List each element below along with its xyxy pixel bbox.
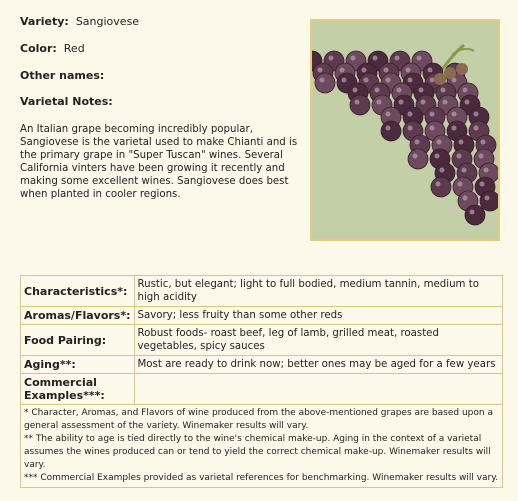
grape-highlight [459, 140, 464, 145]
grape-highlight [386, 126, 391, 131]
row-value: Most are ready to drink now; better ones may be aged for a few years [134, 356, 502, 374]
small-grape-berry [456, 63, 468, 75]
grape-highlight [419, 88, 424, 93]
grape-highlight [463, 196, 468, 201]
grape-berry [381, 121, 401, 141]
grape-highlight [465, 100, 470, 105]
grape-highlight [384, 68, 389, 73]
grape-highlight [377, 100, 382, 105]
grape-highlight [395, 56, 400, 61]
footnote: ** The ability to age is tied directly to the wine's chemical make-up. Aging in the context of a varietal assumes the wines produced can or tend to yield the correct chemical make-up. Winemaker results will vary. [24, 434, 491, 470]
grape-highlight [474, 126, 479, 131]
row-value: Rustic, but elegant; light to full bodied, medium tannin, medium to high acidity [134, 276, 502, 307]
grape-highlight [480, 182, 485, 187]
grape-berry [315, 73, 335, 93]
grape-highlight [386, 78, 391, 83]
row-value: Robust foods- roast beef, leg of lamb, grilled meat, roasted vegetables, spicy sauces [134, 325, 502, 356]
variety-value: Sangiovese [75, 15, 140, 28]
row-label: Aromas/Flavors*: [21, 307, 135, 325]
grape-highlight [430, 112, 435, 117]
grape-highlight [415, 140, 420, 145]
table-row [21, 356, 503, 374]
grape-highlight [485, 196, 490, 201]
varietal-notes-field [20, 95, 113, 108]
varietal-info-table [20, 275, 503, 488]
grape-highlight [320, 78, 325, 83]
grape-highlight [481, 140, 486, 145]
grape-highlight [428, 68, 433, 73]
grape-highlight [435, 154, 440, 159]
varietal-notes-label: Varietal Notes: [20, 95, 113, 108]
grape-highlight [329, 56, 334, 61]
footnote: * Character, Aromas, and Flavors of wine produced from the above-mentioned grapes are based upon a general assessment of the variety. Winemaker results will vary. [24, 408, 493, 431]
row-label: Aging**: [21, 356, 135, 374]
grape-highlight [351, 56, 356, 61]
grape-highlight [463, 88, 468, 93]
grape-highlight [457, 154, 462, 159]
color-label: Color: [20, 42, 57, 55]
table-row [21, 374, 503, 405]
color-field [20, 42, 85, 55]
grape-highlight [397, 88, 402, 93]
grape-highlight [479, 154, 484, 159]
row-label: Commercial Examples***: [21, 374, 135, 405]
variety-field [20, 15, 139, 28]
grape-highlight [342, 78, 347, 83]
varietal-notes-text: An Italian grape becoming incredibly popular, Sangiovese is the varietal used to make Chianti and is the primary grape in "Super Tuscan" wines. Several California vinters have been growing it recently and making some excellent wines. Sangiovese does best when planted in cooler regions. [20, 124, 298, 200]
grape-highlight [408, 78, 413, 83]
variety-label: Variety: [20, 15, 69, 28]
grape-berry [480, 191, 498, 211]
grape-highlight [386, 112, 391, 117]
row-label: Characteristics*: [21, 276, 135, 307]
small-grape-berry [434, 73, 446, 85]
table-row [21, 325, 503, 356]
grape-highlight [406, 68, 411, 73]
other-names-label: Other names: [20, 69, 105, 82]
grape-highlight [440, 168, 445, 173]
grape-highlight [399, 100, 404, 105]
footnotes-row [21, 405, 503, 488]
footnote: *** Commercial Examples provided as varietal references for benchmarking. Winemaker results will vary. [24, 473, 499, 483]
grape-berry [431, 177, 451, 197]
grape-photo [310, 19, 500, 241]
grape-highlight [484, 168, 489, 173]
grape-highlight [474, 112, 479, 117]
grape-highlight [408, 126, 413, 131]
grape-berry [465, 205, 485, 225]
table-row [21, 307, 503, 325]
other-names-field [20, 69, 104, 82]
grape-highlight [375, 88, 380, 93]
grape-highlight [353, 88, 358, 93]
grape-cluster-icon [312, 21, 498, 239]
grape-highlight [430, 78, 435, 83]
row-value: Savory; less fruity than some other reds [134, 307, 502, 325]
grape-highlight [462, 168, 467, 173]
grape-highlight [413, 154, 418, 159]
grape-highlight [421, 100, 426, 105]
grape-highlight [443, 100, 448, 105]
small-grape-berry [444, 67, 456, 79]
grape-highlight [362, 68, 367, 73]
grape-highlight [340, 68, 345, 73]
grape-highlight [364, 78, 369, 83]
grape-highlight [452, 126, 457, 131]
grape-highlight [441, 88, 446, 93]
footnotes [21, 405, 503, 488]
grape-highlight [458, 182, 463, 187]
grape-highlight [417, 56, 422, 61]
grape-highlight [437, 140, 442, 145]
grape-highlight [408, 112, 413, 117]
table-row [21, 276, 503, 307]
grape-highlight [452, 112, 457, 117]
grape-highlight [318, 68, 323, 73]
grape-berry [350, 95, 370, 115]
grape-highlight [430, 126, 435, 131]
grape-highlight [436, 182, 441, 187]
grape-berry [408, 149, 428, 169]
row-value [134, 374, 502, 405]
row-label: Food Pairing: [21, 325, 135, 356]
color-value: Red [63, 42, 85, 55]
grape-highlight [355, 100, 360, 105]
grape-highlight [373, 56, 378, 61]
grape-highlight [470, 210, 475, 215]
